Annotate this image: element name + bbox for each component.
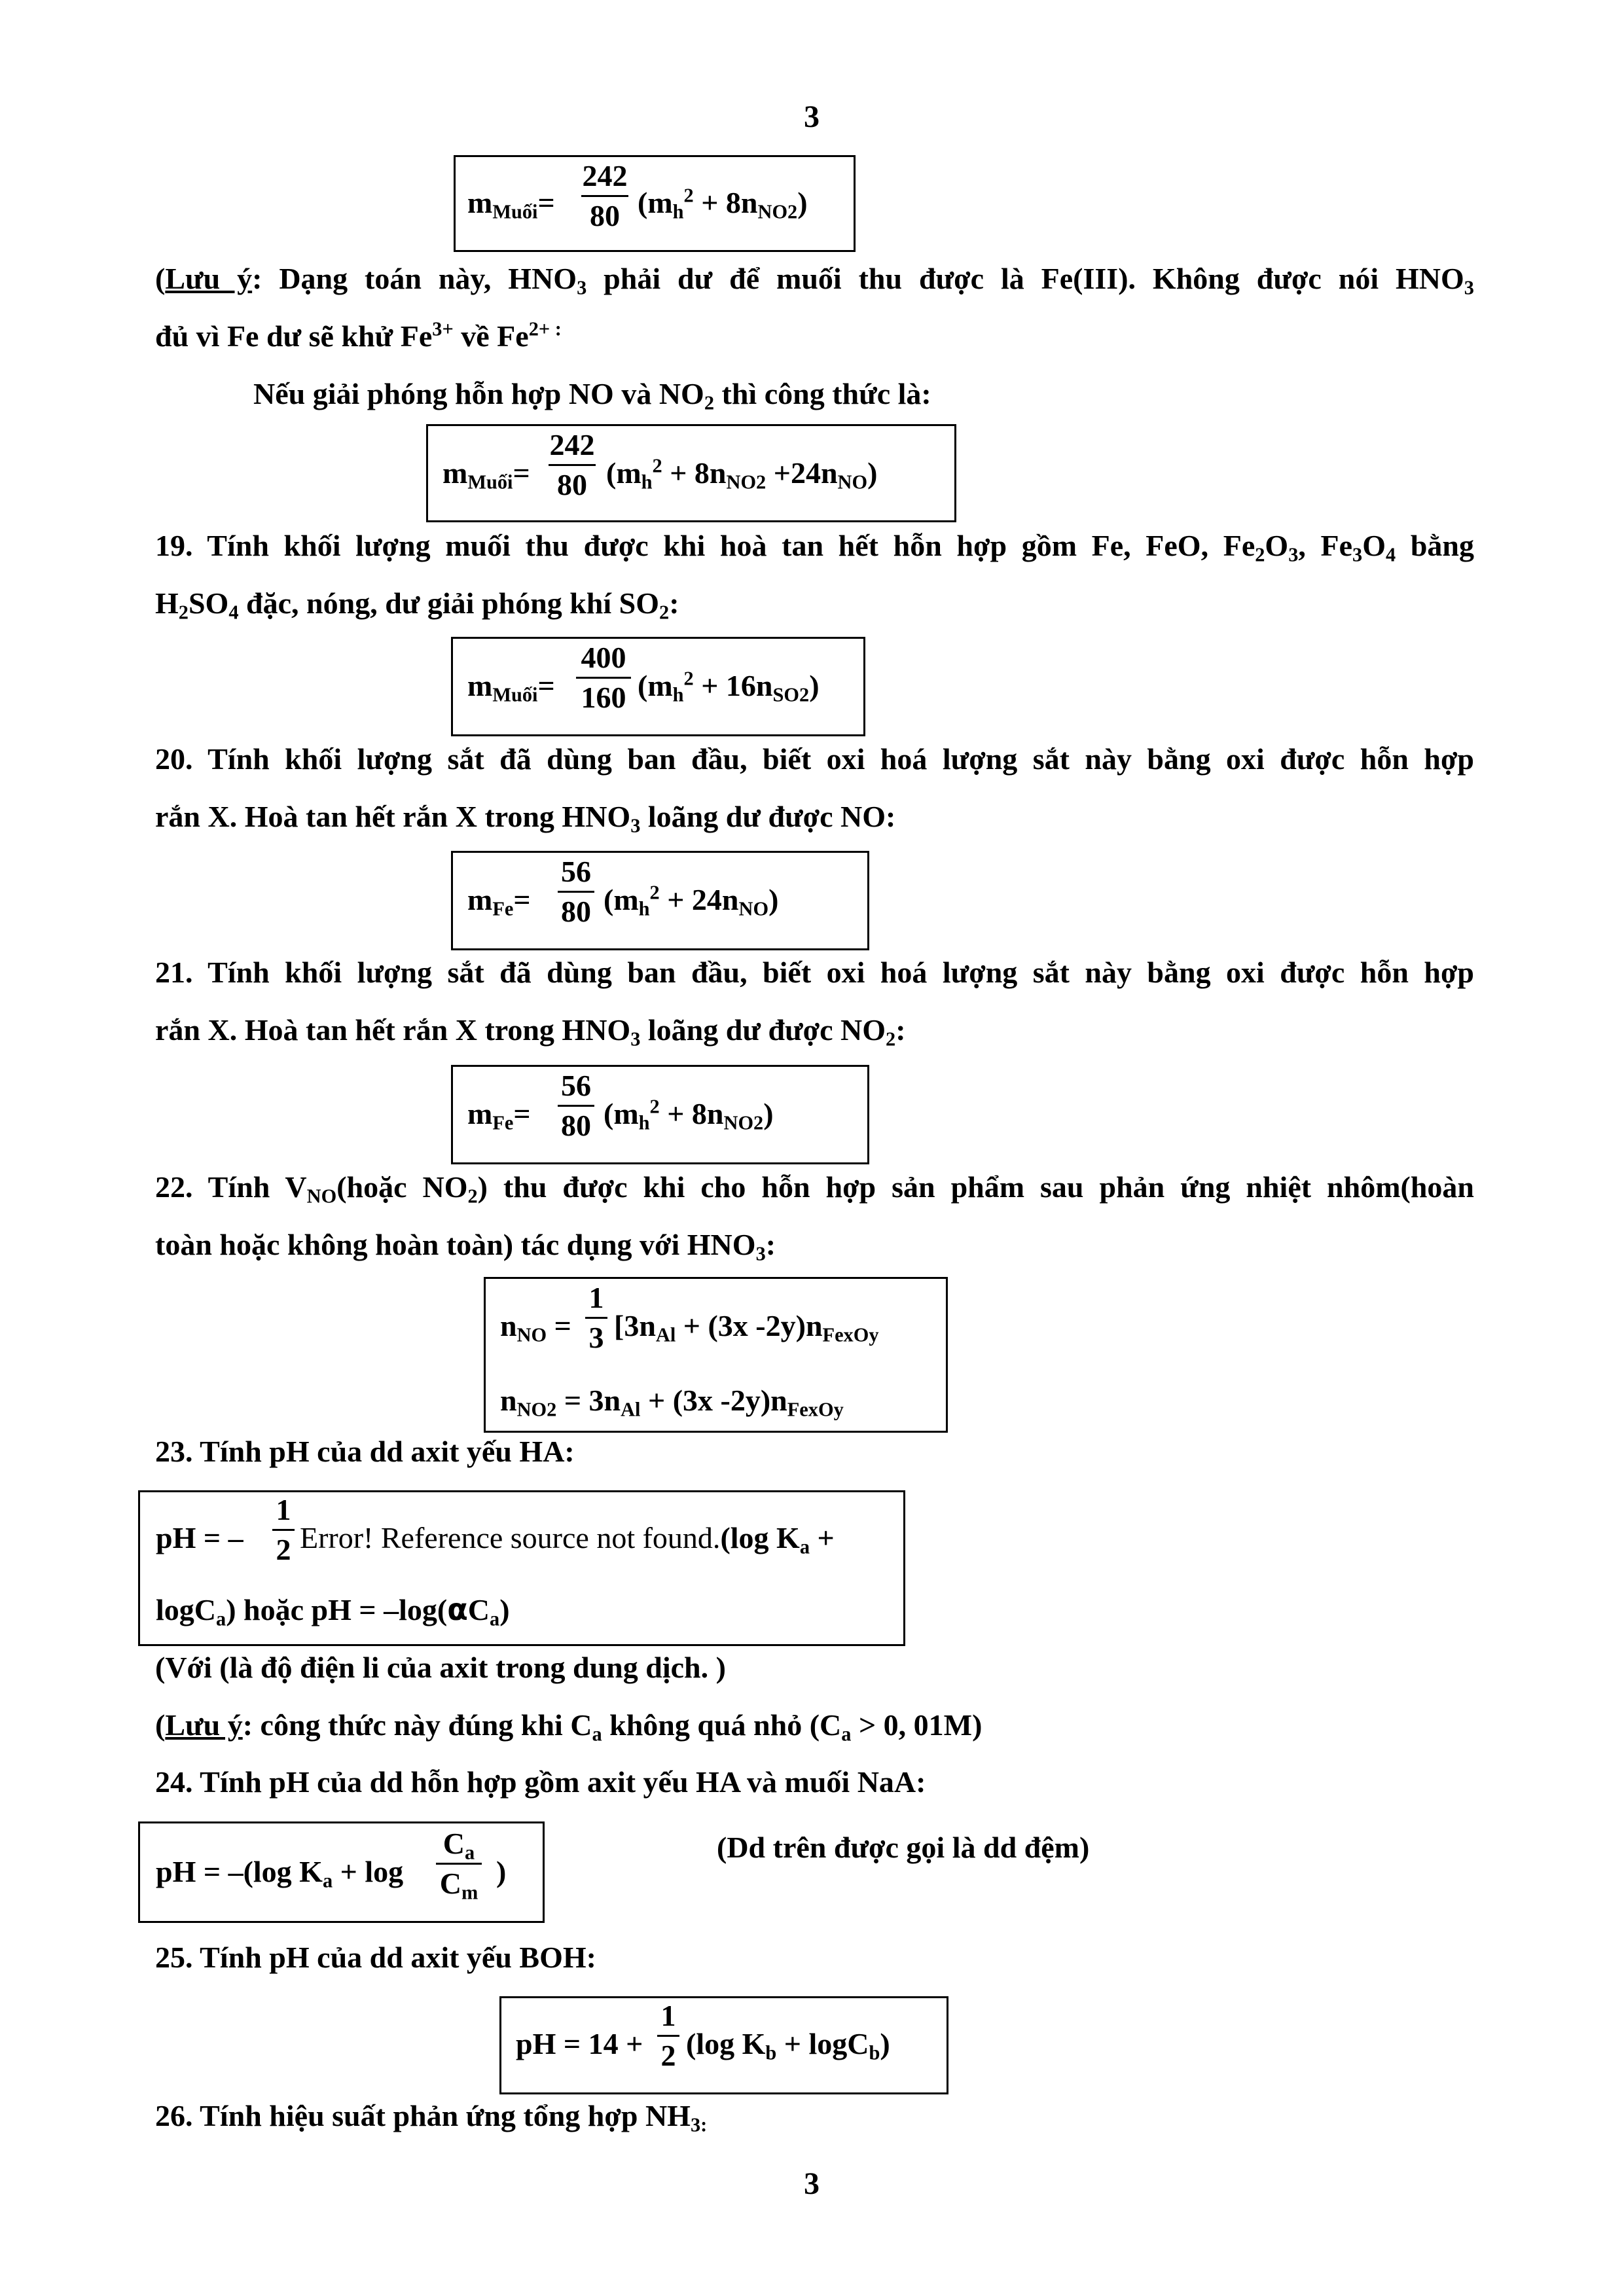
formula-rhs: $(m_h^2 + 8n_{NO2})$ — [638, 184, 808, 223]
fraction: $C_a$ $C_m$ — [436, 1829, 482, 1899]
item-24-title: 24. Tính pH của dd hỗn hợp gồm axit yếu HA và muối NaA: — [155, 1765, 926, 1799]
formula-box-21 — [451, 1065, 869, 1164]
formula-line-2: logC$_a$) hoặc pH = $-\log(\alpha C_a)$ — [156, 1592, 510, 1630]
formula-rhs-nno: [$3n_{Al} + (3x$ $-2y)n_{FexOy}$ — [614, 1309, 879, 1346]
formula-box-muoi-mix — [426, 424, 956, 522]
formula-box-23 — [138, 1490, 905, 1646]
fraction: 56 80 — [558, 1071, 594, 1141]
page-number-top: 3 — [804, 99, 820, 134]
note-23a: (Với (là độ điện li của axit trong dung dịch. ) — [155, 1651, 726, 1684]
formula-lhs: $m_{Fe}=$ — [467, 1097, 531, 1134]
fraction: 242 80 — [582, 159, 628, 232]
fraction: 1 2 — [657, 2001, 679, 2071]
item-21: 21. Tính khối lượng sắt đã dùng ban đầu, biết oxi hoá lượng sắt này bằng oxi được hỗn hợp rắn X. Hoà tan hết rắn X trong $HNO_3$ loãng dư được $NO_2$: — [155, 956, 1474, 1050]
formula-box-24 — [138, 1821, 545, 1923]
note-23b: (Lưu ý: công thức này đúng khi $C_a$ không quá nhỏ ($C_a > 0$, 01M) — [155, 1708, 983, 1746]
formula-box-25 — [499, 1996, 948, 2094]
formula-rhs: $(m_h^2 + 8n_{NO2})$ — [604, 1095, 774, 1134]
item-20: 20. Tính khối lượng sắt đã dùng ban đầu, biết oxi hoá lượng sắt này bằng oxi được hỗn hợp rắn X. Hoà tan hết rắn X trong $HNO_3$ loãng dư được NO: — [155, 742, 1474, 837]
formula-pre: pH = 14 + — [516, 2027, 643, 2060]
item-24-note: (Dd trên được gọi là dd đệm) — [717, 1831, 1090, 1864]
formula-lhs: $m_{Fe}=$ — [467, 883, 531, 920]
fraction: 1 2 — [272, 1495, 295, 1565]
item-23-title: 23. Tính pH của dd axit yếu HA: — [155, 1435, 575, 1468]
item-19: 19. Tính khối lượng muối thu được khi hoà tan hết hỗn hợp gồm Fe, FeO, $Fe_2O_3$, $Fe_3O_4$ bằng $H_2SO_4$ đặc, nóng, dư giải phóng khí $SO_2$: — [155, 529, 1475, 624]
formula-lhs: $m_{Muối}=$ — [467, 186, 555, 223]
formula-lhs: $m_{Muối}=$ — [467, 669, 555, 706]
note-item-18: (Lưu ý: Dạng toán này, $HNO_3$ phải dư để muối thu được là Fe(III). Không được nói $HNO_3$ đủ vì Fe dư sẽ khử $Fe^{3+}$ về $Fe^{2+ :}$ Nếu giải phóng hỗn hợp NO và $NO_2$ thì công thức là: — [155, 262, 1474, 414]
item-25-title: 25. Tính pH của dd axit yếu BOH: — [155, 1941, 596, 1974]
fraction: 400 160 — [576, 643, 631, 713]
formula-error-and-log: Error! Reference source not found.(log $K_a$ + — [300, 1521, 835, 1558]
formula-rhs: $(m_h^2 + 16n_{SO2})$ — [638, 667, 820, 706]
item-22: 22. Tính $V_{NO}(hoặc$ $NO_2$) thu được khi cho hỗn hợp sản phẩm sau phản ứng nhiệt nhôm(hoàn toàn hoặc không hoàn toàn) tác dụng với $HNO_3$: — [155, 1170, 1474, 1265]
formula-rhs: (log $K_b + \log C_b$) — [686, 2027, 890, 2064]
formula-line-nno: $n_{NO}$ = — [500, 1309, 571, 1346]
formula-post: ) — [496, 1855, 507, 1888]
formula-box-20 — [451, 851, 869, 950]
formula-box-22 — [484, 1277, 948, 1433]
formula-pre: pH = – — [156, 1521, 244, 1554]
formula-box-muoi-no2 — [454, 155, 856, 252]
formula-lhs: $m_{Muối}=$ — [442, 456, 530, 493]
formula-line-nno2: $n_{NO2} = 3n_{Al} + (3x$ $-2y)n_{FexOy}$ — [500, 1384, 844, 1421]
formula-box-19 — [451, 637, 865, 736]
page-number-bottom: 3 — [804, 2166, 820, 2201]
fraction: 56 80 — [558, 857, 594, 927]
formula-rhs: $(m_h^2 + 24n_{NO})$ — [604, 881, 779, 920]
formula-rhs: $(m_h^2 + 8n_{NO2} +24n_{NO})$ — [606, 454, 878, 493]
fraction: 242 80 — [549, 428, 595, 501]
formula-pre: pH = –(log $K_a + \log$ — [156, 1855, 404, 1892]
item-26-title: 26. Tính hiệu suất phản ứng tổng hợp $NH_{3:}$ — [155, 2099, 708, 2136]
fraction: 1 3 — [585, 1283, 607, 1353]
